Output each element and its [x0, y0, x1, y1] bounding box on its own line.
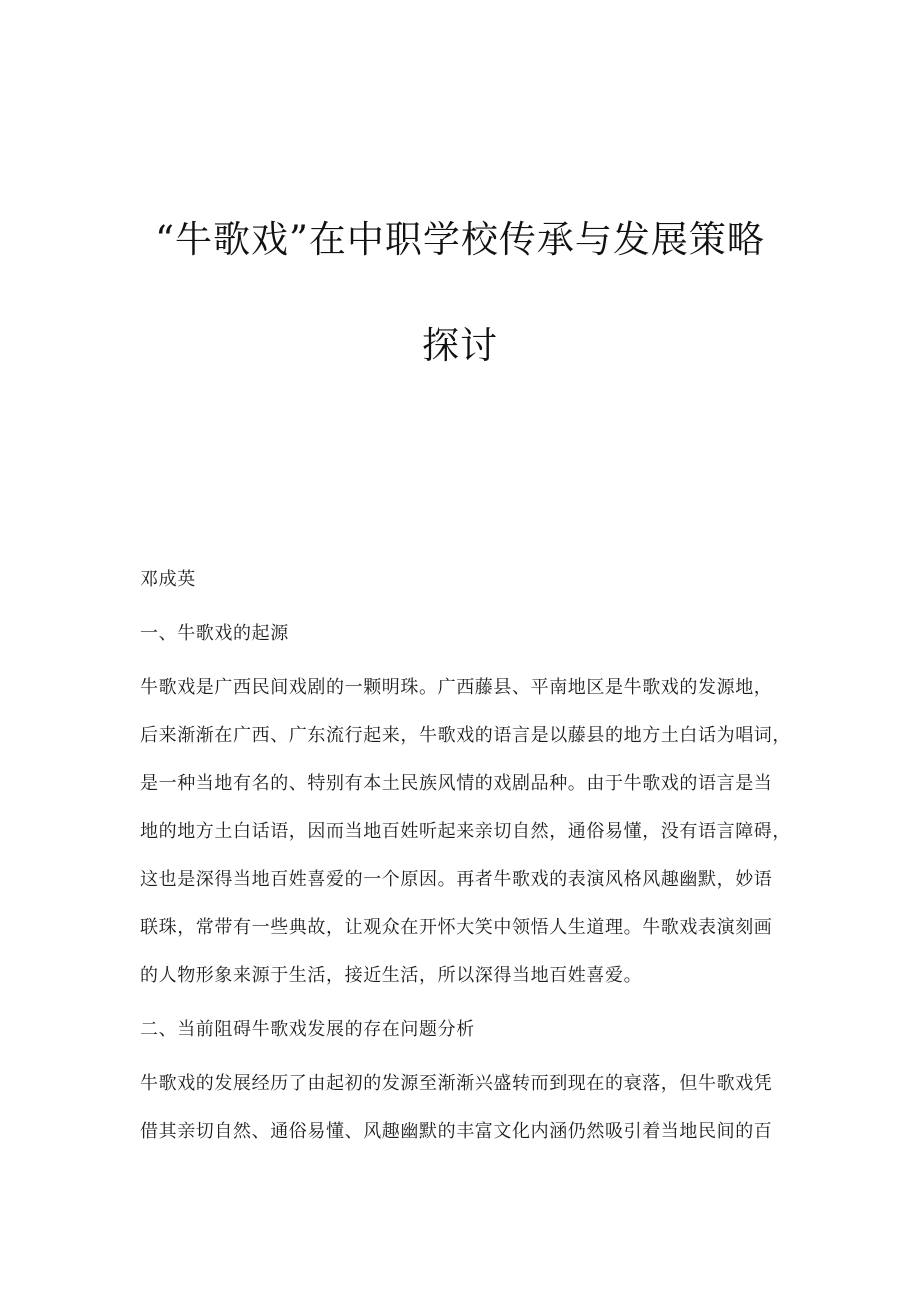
paragraph-line: 后来渐渐在广西、广东流行起来，牛歌戏的语言是以藤县的地方土白话为唱词，	[140, 725, 791, 746]
paragraph-line: 的人物形象来源于生活，接近生活，所以深得当地百姓喜爱。	[140, 965, 643, 986]
document-title	[0, 212, 920, 374]
section-heading-2: 二、当前阻碍牛歌戏发展的存在问题分析	[140, 1019, 475, 1040]
paragraph-line: 联珠，常带有一些典故，让观众在开怀大笑中领悟人生道理。牛歌戏表演刻画	[140, 917, 773, 938]
paragraph-line: 牛歌戏的发展经历了由起初的发源至渐渐兴盛转而到现在的衰落，但牛歌戏凭	[140, 1073, 773, 1094]
section-heading-1: 一、牛歌戏的起源	[140, 623, 289, 644]
author-name: 邓成英	[140, 569, 196, 590]
paragraph-line: 这也是深得当地百姓喜爱的一个原因。再者牛歌戏的表演风格风趣幽默，妙语	[140, 869, 773, 890]
title-line-2: 探讨	[422, 324, 498, 367]
paragraph-line: 借其亲切自然、通俗易懂、风趣幽默的丰富文化内涵仍然吸引着当地民间的百	[140, 1121, 773, 1142]
document-body	[140, 564, 790, 1170]
title-line-1: “牛歌戏”在中职学校传承与发展策略	[155, 218, 765, 261]
paragraph-line: 牛歌戏是广西民间戏剧的一颗明珠。广西藤县、平南地区是牛歌戏的发源地，	[140, 677, 773, 698]
section-paragraph-1	[140, 672, 790, 992]
paragraph-line: 地的地方土白话语，因而当地百姓听起来亲切自然，通俗易懂，没有语言障碍，	[140, 821, 791, 842]
section-paragraph-2	[140, 1068, 790, 1148]
paragraph-line: 是一种当地有名的、特别有本土民族风情的戏剧品种。由于牛歌戏的语言是当	[140, 773, 773, 794]
